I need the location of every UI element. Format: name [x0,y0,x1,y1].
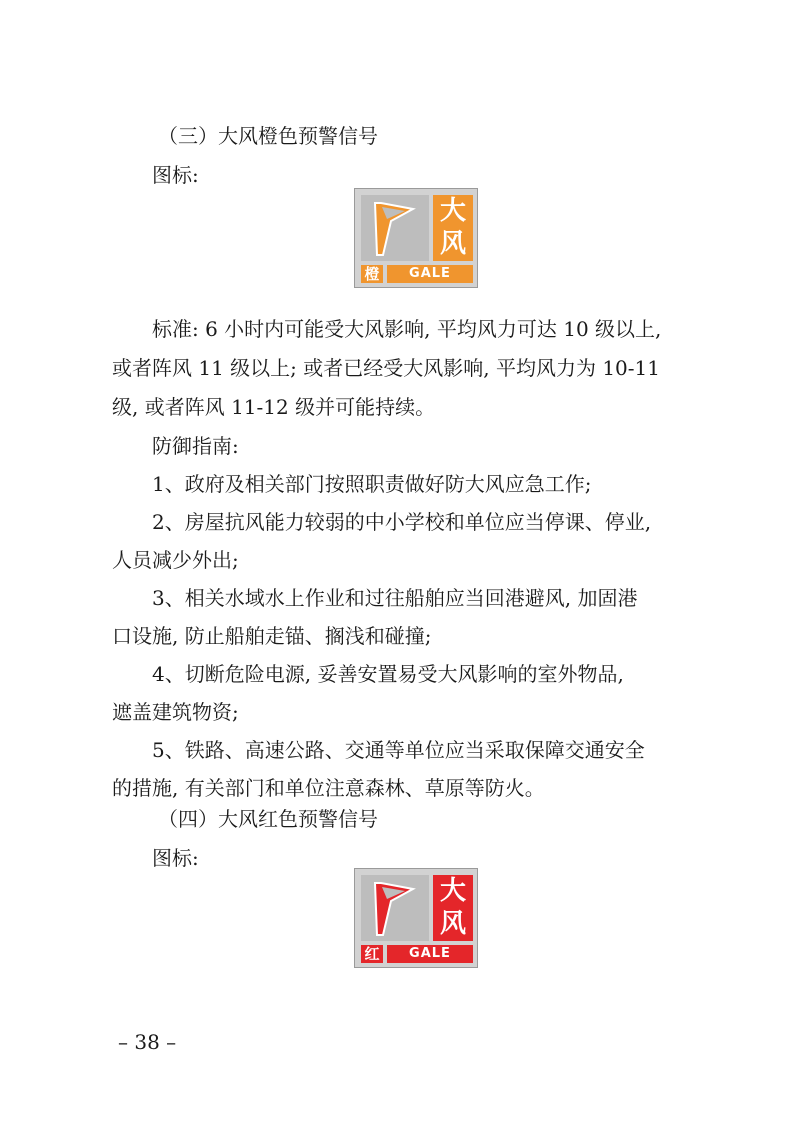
guide-line-1: 1、政府及相关部门按照职责做好防大风应急工作; [152,472,592,496]
gale-red-warning-sign [354,868,478,968]
guide-title: 防御指南: [152,434,239,458]
gale-flag-icon [361,195,429,261]
flag-panel [361,875,429,941]
guide-line-3: 人员减少外出; [112,548,239,572]
icon-label-red: 图标: [152,846,199,870]
level-label: 橙 [361,265,383,283]
section-heading-orange: （三）大风橙色预警信号 [158,124,378,148]
level-label: 红 [361,945,383,963]
page-number: – 38 – [118,1030,177,1054]
guide-line-5: 口设施, 防止船舶走锚、搁浅和碰撞; [112,624,432,648]
guide-line-8: 5、铁路、高速公路、交通等单位应当采取保障交通安全 [152,738,645,762]
icon-label: 图标: [152,163,199,187]
char-da: 大 [439,876,466,906]
gale-orange-warning-sign [354,188,478,288]
char-feng: 风 [439,909,466,939]
char-panel [433,195,473,261]
guide-line-2: 2、房屋抗风能力较弱的中小学校和单位应当停课、停业, [152,510,652,534]
guide-line-4: 3、相关水域水上作业和过往船舶应当回港避风, 加固港 [152,586,638,610]
standard-line-3: 级, 或者阵风 11-12 级并可能持续。 [112,395,436,419]
char-feng: 风 [439,229,466,259]
standard-line-1: 标准: 6 小时内可能受大风影响, 平均风力可达 10 级以上, [152,317,662,341]
standard-line-2: 或者阵风 11 级以上; 或者已经受大风影响, 平均风力为 10-11 [112,356,660,380]
guide-line-6: 4、切断危险电源, 妥善安置易受大风影响的室外物品, [152,662,624,686]
guide-line-7: 遮盖建筑物资; [112,700,239,724]
section-heading-red: （四）大风红色预警信号 [158,807,378,831]
flag-panel [361,195,429,261]
char-panel [433,875,473,941]
gale-label: GALE [387,945,473,963]
gale-flag-icon [361,875,429,941]
char-da: 大 [439,196,466,226]
gale-label: GALE [387,265,473,283]
guide-line-9: 的措施, 有关部门和单位注意森林、草原等防火。 [112,776,545,800]
